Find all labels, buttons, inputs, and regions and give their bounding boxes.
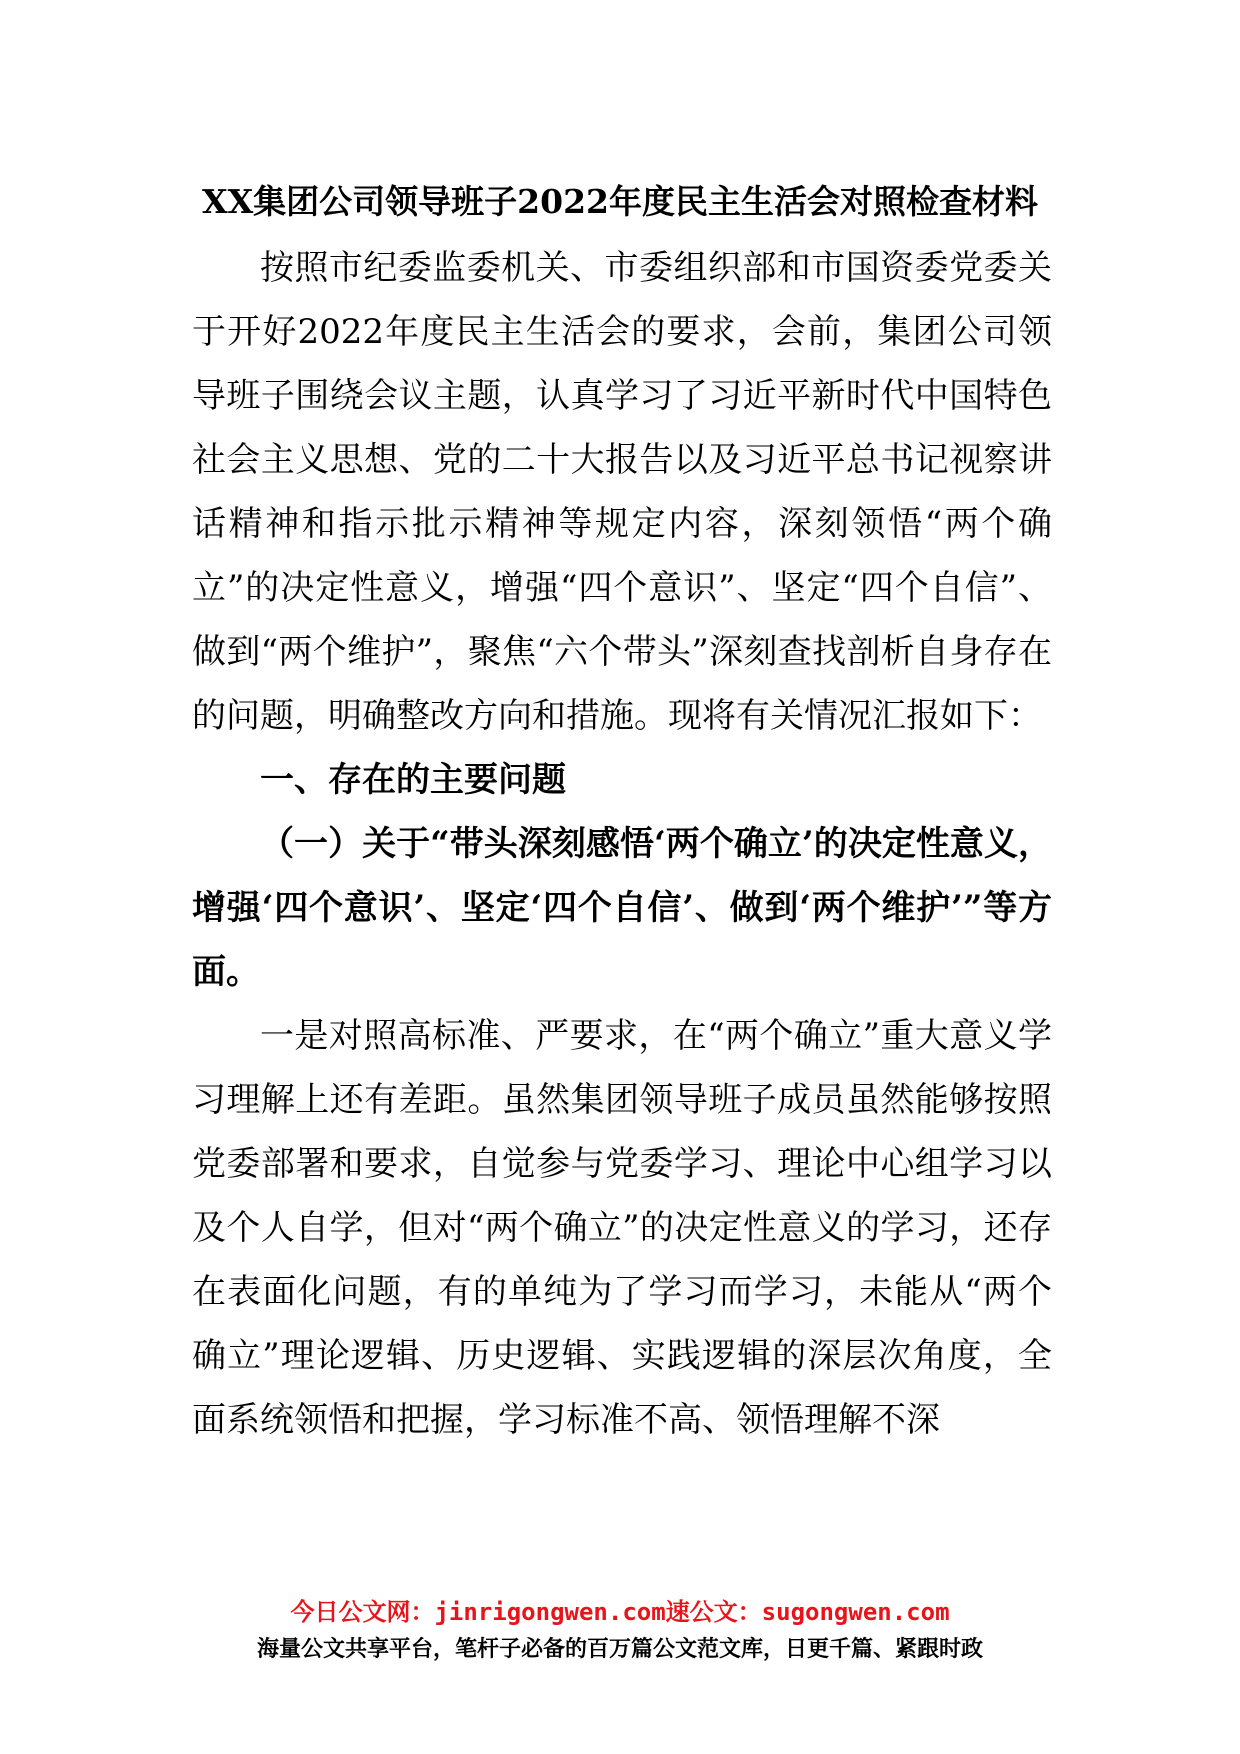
footer-label-sugongwen: 速公文： [665, 1598, 762, 1626]
footer-links [0, 1592, 1240, 1627]
document-title: XX集团公司领导班子2022年度民主生活会对照检查材料 [201, 182, 1039, 221]
footer-link-sugongwen[interactable]: sugongwen.com [761, 1598, 950, 1626]
intro-paragraph: 按照市纪委监委机关、市委组织部和市国资委党委关于开好2022年度民主生活会的要求，会前，集团公司领导班子围绕会议主题，认真学习了习近平新时代中国特色社会主义思想、党的二十大报告以及习近平总书记视察讲话精神和指示批示精神等规定内容，深刻领悟“两个确立”的决定性意义，增强“四个意识”、坚定“四个自信”、做到“两个维护”，聚焦“六个带头”深刻查找剖析自身存在的问题，明确整改方向和措施。现将有关情况汇报如下： [192, 248, 1052, 736]
subsection-heading: （一）关于“带头深刻感悟‘两个确立’的决定性意义，增强‘四个意识’、坚定‘四个自信’、做到‘两个维护’”等方面。 [192, 824, 1052, 992]
section-heading: 一、存在的主要问题 [260, 760, 566, 800]
footer-tagline: 海量公文共享平台，笔杆子必备的百万篇公文范文库，日更千篇、紧跟时政 [256, 1637, 983, 1662]
footer-label-jinrigongwen: 今日公文网： [290, 1598, 435, 1626]
footer-link-jinrigongwen[interactable]: jinrigongwen.com [434, 1598, 666, 1626]
document-body [192, 236, 1052, 1452]
body-paragraph: 一是对照高标准、严要求，在“两个确立”重大意义学习理解上还有差距。虽然集团领导班子成员虽然能够按照党委部署和要求，自觉参与党委学习、理论中心组学习以及个人自学，但对“两个确立”的决定性意义的学习，还存在表面化问题，有的单纯为了学习而学习，未能从“两个确立”理论逻辑、历史逻辑、实践逻辑的深层次角度，全面系统领悟和把握，学习标准不高、领悟理解不深 [192, 1016, 1052, 1440]
